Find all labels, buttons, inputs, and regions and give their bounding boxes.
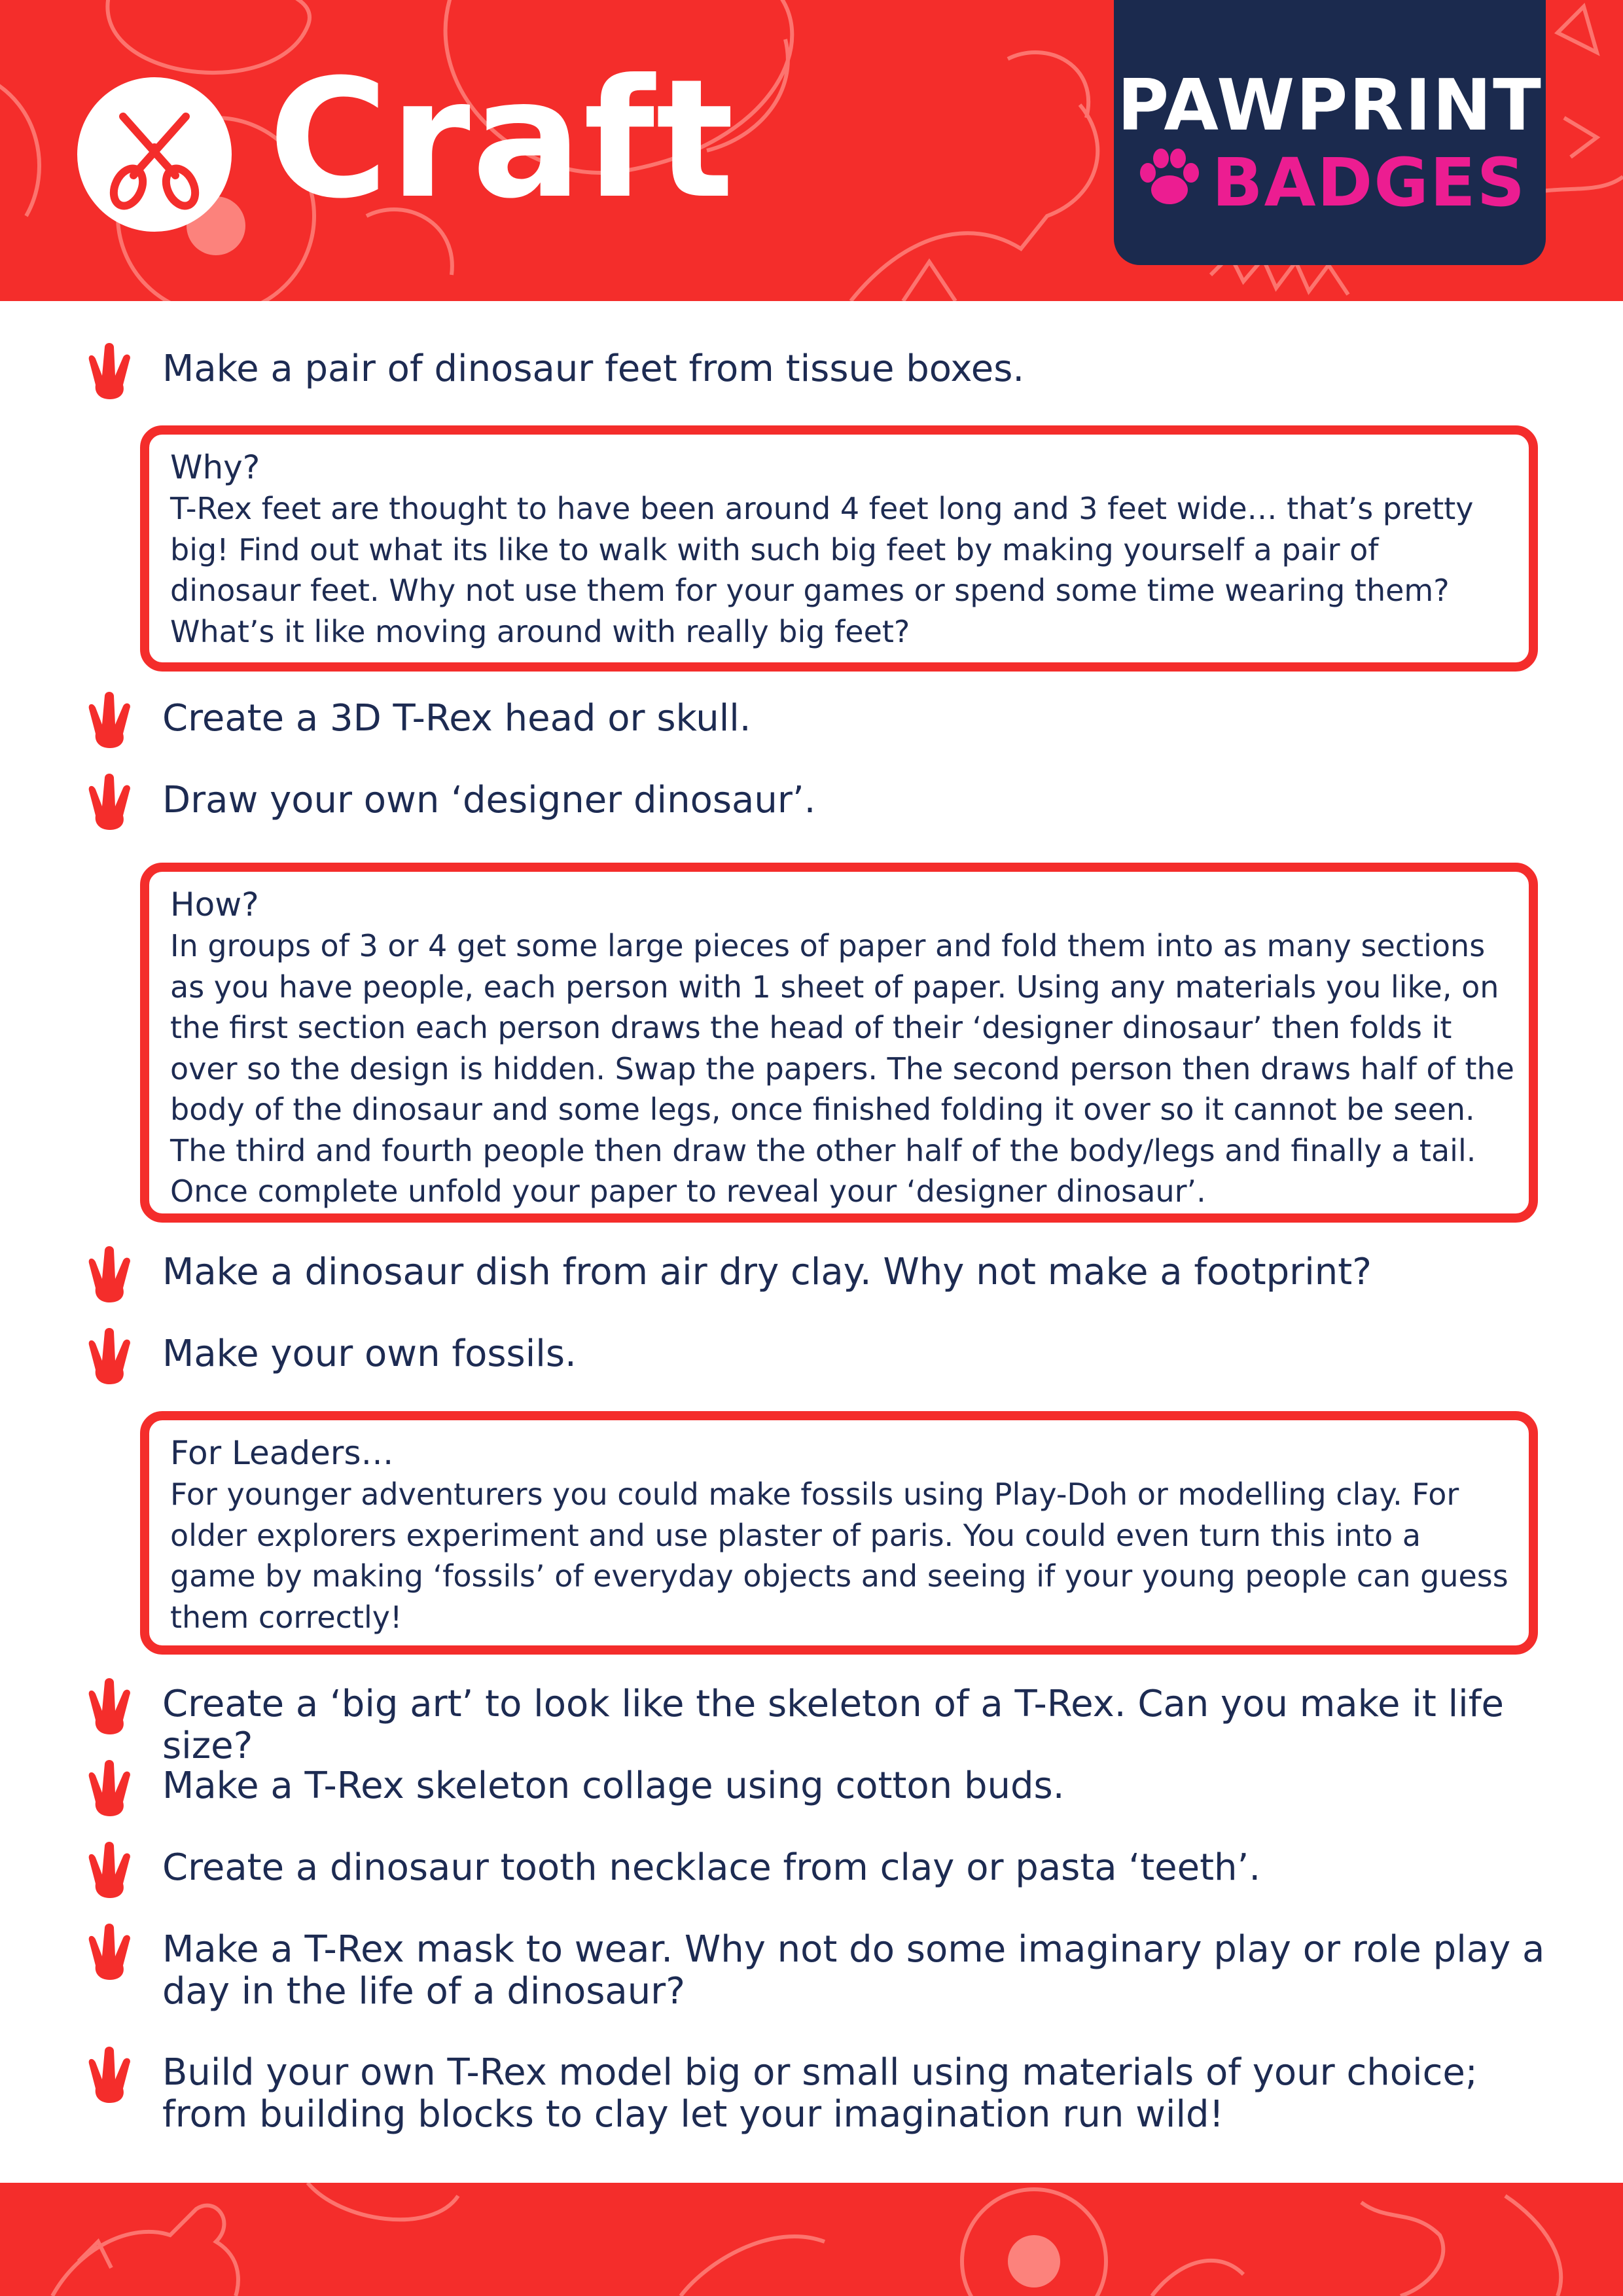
box-body: In groups of 3 or 4 get some large pieces of paper and fold them into as many sections as you have people, each person with 1 sheet of paper. Using any materials you like, on the first section each person draws the head of their ‘designer dinosaur’ then folds it over so the design is hidden. Swap the papers. The second person then draws half of the body of the dinosaur and some legs, once finished folding it over so it cannot be seen. The third and fourth people then draw the other half of the body/legs and finally a tail. Once complete unfold your paper to reveal your ‘designer dinosaur’. [170, 928, 1514, 1209]
list-item: Create a ‘big art’ to look like the skeleton of a T-Rex. Can you make it life size? [162, 1683, 1504, 1767]
dinosaur-footprint-icon [85, 1922, 135, 1981]
header-banner [0, 0, 1623, 301]
logo-badges-label: BADGES [1211, 144, 1527, 222]
scissors-icon-badge [77, 77, 232, 232]
box-title: How? [170, 886, 259, 924]
list-item: Create a 3D T-Rex head or skull. [162, 697, 751, 740]
dinosaur-footprint-icon [85, 691, 135, 749]
list-item: Make your own fossils. [162, 1333, 577, 1375]
info-box-why [140, 425, 1538, 672]
box-title: For Leaders… [170, 1434, 394, 1472]
dinosaur-footprint-icon [85, 1840, 135, 1899]
list-item: Make a dinosaur dish from air dry clay. Why not make a footprint? [162, 1251, 1372, 1293]
page-title: Craft [268, 44, 736, 234]
box-title: Why? [170, 448, 260, 486]
scissors-icon [77, 77, 232, 232]
pawprint-badges-logo [1114, 0, 1546, 265]
list-item: Create a dinosaur tooth necklace from clay or pasta ‘teeth’. [162, 1846, 1261, 1889]
box-body: T-Rex feet are thought to have been around 4 feet long and 3 feet wide… that’s pretty big! Find out what its like to walk with such big feet by making yourself a pair of dinosaur feet. Why not use them for your games or spend some time wearing them? What’s it like moving around with really big feet? [170, 491, 1474, 649]
list-item: Build your own T-Rex model big or small using materials of your choice; from building blocks to clay let your imagination run wild! [162, 2051, 1478, 2136]
logo-text-bottom [1114, 144, 1546, 222]
dinosaur-footprint-icon [85, 2045, 135, 2104]
dinosaur-footprint-icon [85, 1759, 135, 1818]
paw-icon [1133, 145, 1205, 211]
list-item: Make a T-Rex mask to wear. Why not do some imaginary play or role play a day in the life of a dinosaur? [162, 1928, 1545, 2013]
dinosaur-footprint-icon [85, 772, 135, 831]
info-box-leaders [140, 1411, 1538, 1655]
list-item: Make a pair of dinosaur feet from tissue boxes. [162, 348, 1025, 390]
list-item: Make a T-Rex skeleton collage using cotton buds. [162, 1765, 1065, 1807]
dinosaur-outline-decoration [0, 2183, 1623, 2296]
logo-text-top: PAWPRINT [1117, 65, 1543, 147]
info-box-how [140, 863, 1538, 1223]
dinosaur-footprint-icon [85, 1677, 135, 1736]
dinosaur-footprint-icon [85, 1245, 135, 1304]
footer-banner [0, 2183, 1623, 2296]
list-item: Draw your own ‘designer dinosaur’. [162, 779, 816, 821]
box-body: For younger adventurers you could make fossils using Play-Doh or modelling clay. For older explorers experiment and use plaster of paris. You could even turn this into a game by making ‘fossils’ of everyday objects and seeing if your young people can guess them correctly! [170, 1477, 1508, 1635]
dinosaur-footprint-icon [85, 342, 135, 401]
dinosaur-footprint-icon [85, 1327, 135, 1386]
